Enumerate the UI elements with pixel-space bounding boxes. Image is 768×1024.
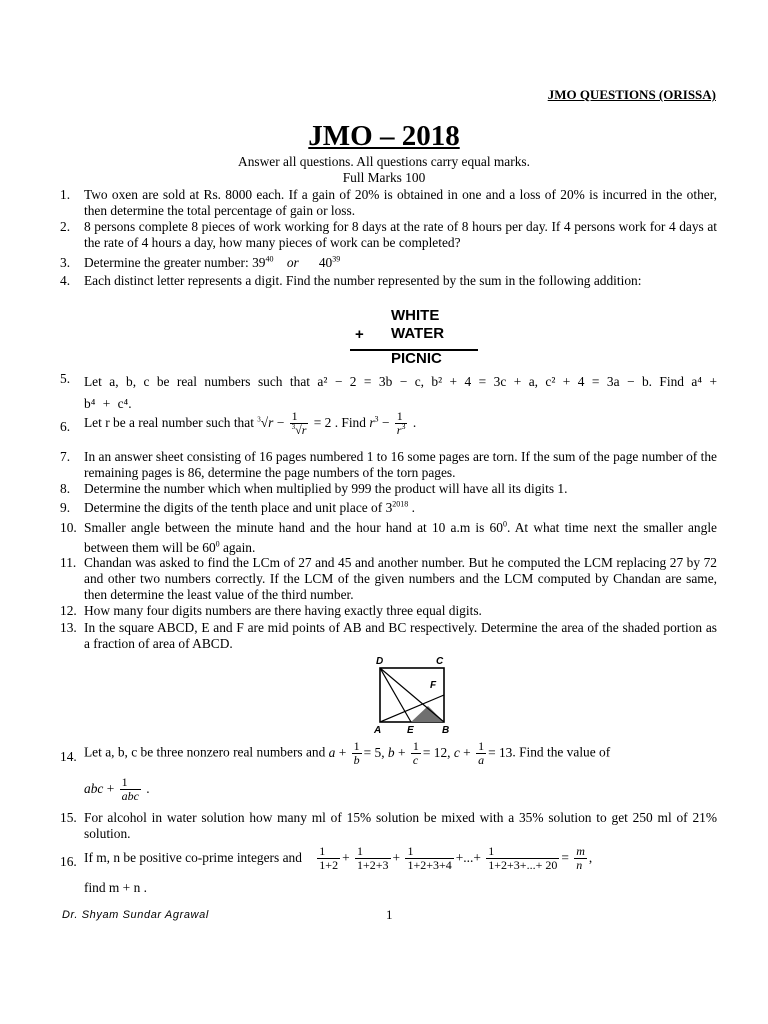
question-text: For alcohol in water solution how many ml of 15% solution be mixed with a 35% solution to get 250 ml of 21% solution. — [84, 810, 717, 841]
fraction-1-over-abc: $\frac{1}{\text{abc}}$ — [121, 775, 139, 803]
series-term-2: $\frac{1}{1+2+3}$ — [356, 844, 389, 872]
label-c: C — [436, 656, 444, 667]
addend-water: WATER — [391, 325, 445, 342]
instructions: Answer all questions. All questions carry equal marks. — [238, 154, 530, 169]
question-text: Determine the digits of the tenth place and unit place of — [84, 500, 383, 515]
question-number: 11. — [60, 555, 77, 570]
question-number: 13. — [60, 620, 77, 635]
header-label: JMO QUESTIONS (ORISSA) — [547, 87, 716, 102]
question-10 — [60, 518, 717, 558]
question-number: 10. — [60, 520, 77, 535]
question-text: find m + n . — [84, 880, 147, 895]
question-number: 1. — [60, 187, 71, 202]
footer-author: Dr. Shyam Sundar Agrawal — [62, 909, 209, 921]
label-e: E — [407, 725, 414, 736]
square-diagram — [364, 654, 454, 736]
power-expr: $3^{2018}$ — [385, 499, 409, 515]
question-14-expression: abc + $\frac{1}{\text{abc}}$ . — [84, 775, 150, 803]
question-number: 9. — [60, 500, 71, 515]
label-d: D — [376, 656, 384, 667]
question-text: Smaller angle between the minute hand and the hour hand at 10 a.m is $60^0$. At what time next the smaller angle between them will be $60^0$ again. — [84, 519, 717, 555]
question-3 — [60, 254, 717, 271]
series-dots: +...+ — [455, 849, 481, 865]
question-text-tail: . Find the value of — [512, 744, 611, 760]
question-number: 8. — [60, 481, 71, 496]
equation-3: c + $\frac{1}{a}$ = 13 — [453, 739, 513, 767]
label-b: B — [442, 725, 450, 736]
question-number: 3. — [60, 255, 71, 270]
equation-1: a + $\frac{1}{b}$ = 5, — [328, 739, 385, 767]
question-text: Each distinct letter represents a digit. Find the number represented by the sum in the following addition: — [84, 273, 642, 288]
question-15 — [60, 810, 717, 842]
question-16-tail — [84, 880, 717, 896]
radical-expr: $^3$√r − — [257, 414, 285, 430]
full-marks: Full Marks 100 — [342, 170, 426, 185]
fraction-1-over-cbrt-r: $\frac{1}{^3√r}$ — [291, 409, 307, 437]
question-text: In the square ABCD, E and F are mid points of AB and BC respectively. Determine the area of the shaded portion as a fraction of area of ABCD. — [84, 620, 717, 651]
number-b: $40^{39}$ — [318, 254, 341, 270]
question-number: 14. — [60, 749, 77, 764]
question-12 — [60, 603, 717, 619]
page-number: 1 — [386, 907, 393, 922]
question-number: 6. — [60, 419, 71, 434]
fraction-1-over-r-cubed: $\frac{1}{r^3}$ — [396, 409, 406, 437]
addend-white: WHITE — [391, 307, 440, 324]
segment-de — [380, 668, 411, 722]
question-number: 16. — [60, 854, 77, 869]
label-f: F — [430, 680, 437, 691]
question-4 — [60, 273, 717, 289]
question-text: Let a, b, c be real numbers such that a² − 2 = 3b − c, b² + 4 = 3c + a, c² + 4 = 3a − b. Find a⁴ + b⁴ + c⁴. — [84, 374, 717, 411]
label-a: A — [374, 725, 382, 736]
question-text: Two oxen are sold at Rs. 8000 each. If a gain of 20% is obtained in one and a loss of 20% is incurred in the other, then determine the total percentage of gain or loss. — [84, 187, 717, 218]
question-text: Determine the number which when multiplied by 999 the product will have all its digits 1. — [84, 481, 568, 496]
question-text: How many four digits numbers are there having exactly three equal digits. — [84, 603, 482, 618]
question-number: 7. — [60, 449, 71, 464]
question-number: 2. — [60, 219, 71, 234]
question-text: Determine the greater number: — [84, 255, 249, 270]
question-14 — [60, 739, 717, 767]
question-text: In an answer sheet consisting of 16 pages numbered 1 to 16 some pages are torn. If the sum of the page number of the remaining pages is 86, determine the page numbers of the torn pages. — [84, 449, 717, 480]
question-text: Let a, b, c be three nonzero real numbers and — [84, 744, 326, 760]
question-number: 15. — [60, 810, 77, 825]
question-text: 8 persons complete 8 pieces of work working for 8 days at the rate of 8 hours per day. If 4 persons work for 4 days at the rate of 4 hours a day, how many pieces of work can be completed? — [84, 219, 717, 250]
question-number: 4. — [60, 273, 71, 288]
or-word: or — [286, 255, 299, 270]
diagonal-db — [380, 668, 444, 722]
sum-picnic: PICNIC — [391, 350, 442, 367]
question-1 — [60, 187, 717, 219]
question-8 — [60, 481, 717, 497]
question-text: If m, n be positive co-prime integers and — [84, 849, 302, 865]
page-title: JMO – 2018 — [308, 120, 460, 152]
question-number: 5. — [60, 371, 71, 386]
cube-expr: $r^3$ − — [369, 414, 390, 430]
question-7 — [60, 449, 717, 481]
question-16: 16. If m, n be positive co-prime integers and $\frac{1}{1+2}$ + $\frac{1}{1+2+3}$ + $\frac{1}{1+2+3+4}$ +...+ $\frac{1}{1+2+3+...+ 20}$ = $\frac{m}{n}$ , — [60, 844, 593, 872]
question-13 — [60, 620, 717, 652]
question-text: Let r be a real number such that — [84, 414, 254, 430]
question-2 — [60, 219, 717, 251]
question-6: 6. Let r be a real number such that $^3$√r − $\frac{1}{^3√r}$ = 2 . Find $r^3$ − $\frac{1}{r^3}$ . — [60, 409, 417, 437]
plus-sign: + — [355, 326, 364, 343]
number-a: $39^{40}$ — [252, 254, 274, 270]
series-term-3: $\frac{1}{1+2+3+4}$ — [407, 844, 452, 872]
series-term-last: $\frac{1}{1+2+3+...+ 20}$ — [488, 844, 558, 872]
equation-2: b + $\frac{1}{c}$ = 12, — [387, 739, 451, 767]
question-9: 9. Determine the digits of the tenth place and unit place of $3^{2018}$ . — [60, 499, 415, 515]
question-text-mid: = 2 . Find — [313, 414, 366, 430]
question-number: 12. — [60, 603, 77, 618]
series-term-1: $\frac{1}{1+2}$ — [319, 844, 339, 872]
question-text: Chandan was asked to find the LCm of 27 and 45 and another number. But he computed the LCM replacing 27 by 72 and other two numbers correctly. If the LCM of the given numbers and the LCM computed by Chandan are same, then determine the least value of the third number. — [84, 555, 717, 602]
question-11 — [60, 555, 717, 603]
fraction-m-over-n: $\frac{m}{n}$ — [576, 844, 585, 872]
